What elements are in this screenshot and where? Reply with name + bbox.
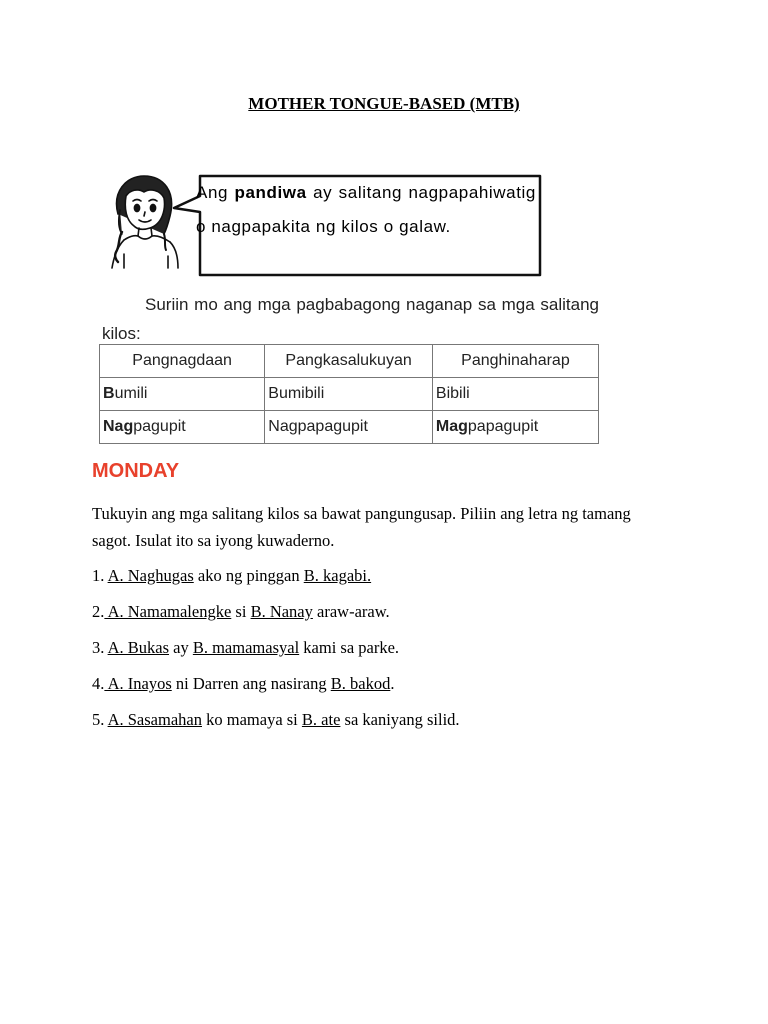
- verb-affix: Mag: [435, 418, 468, 435]
- verb-affix: Nag: [103, 418, 134, 435]
- verb-root: papagupit: [467, 418, 539, 435]
- verb-tense-table: [99, 344, 599, 444]
- definition-prefix: Ang: [196, 183, 235, 202]
- table-cell: [432, 378, 598, 411]
- page-title: MOTHER TONGUE-BASED (MTB): [248, 94, 520, 113]
- definition-keyword: pandiwa: [234, 183, 307, 202]
- choice-b: B. Nanay: [250, 602, 313, 621]
- definition-suffix: ay salitang nagpapahiwatig o nagpapakita ng kilos o galaw.: [196, 183, 536, 236]
- verb-root: Nagpapagupit: [268, 418, 368, 435]
- item-text: ni Darren ang nasirang: [171, 674, 331, 693]
- item-text: ko mamaya si: [202, 710, 302, 729]
- table-row: [100, 378, 599, 411]
- item-text-end: .: [390, 674, 395, 693]
- item-text: ako ng pinggan: [193, 566, 304, 585]
- table-header-row: [100, 345, 599, 378]
- table-row: [100, 411, 599, 444]
- question-item: [92, 564, 371, 588]
- table-cell: [100, 411, 265, 444]
- choice-a: A. Namamalengke: [104, 602, 232, 621]
- instructions: Tukuyin ang mga salitang kilos sa bawat pangungusap. Piliin ang letra ng tamang sagot. Isulat ito sa iyong kuwaderno.: [92, 504, 631, 550]
- column-header-past: Pangnagdaan: [100, 345, 265, 378]
- item-number: 4.: [92, 674, 105, 693]
- choice-b: B. mamamasyal: [192, 638, 300, 657]
- choice-a: A. Inayos: [104, 674, 172, 693]
- girl-illustration-icon: [104, 170, 188, 270]
- table-cell: [432, 411, 598, 444]
- column-header-present: Pangkasalukuyan: [265, 345, 433, 378]
- pandiwa-definition: [196, 176, 536, 244]
- table-intro: Suriin mo ang mga pagbabagong naganap sa mga salitang kilos:: [102, 295, 599, 343]
- question-item: [92, 600, 390, 624]
- item-text-end: kami sa parke.: [299, 638, 400, 657]
- item-text-end: araw-araw.: [312, 602, 390, 621]
- choice-b: B. bakod: [330, 674, 391, 693]
- day-heading: MONDAY: [92, 460, 180, 482]
- choice-b: B. kagabi.: [303, 566, 372, 585]
- choice-a: A. Naghugas: [107, 566, 194, 585]
- table-cell: [265, 378, 433, 411]
- item-text: si: [231, 602, 251, 621]
- item-number: 5.: [92, 710, 108, 729]
- item-text-end: sa kaniyang silid.: [340, 710, 460, 729]
- choice-a: A. Bukas: [107, 638, 170, 657]
- item-number: 1.: [92, 566, 108, 585]
- item-text: ay: [169, 638, 193, 657]
- verb-root: umili: [114, 385, 148, 402]
- verb-root: pagupit: [133, 418, 186, 435]
- choice-b: B. ate: [301, 710, 341, 729]
- choice-a: A. Sasamahan: [107, 710, 202, 729]
- table-cell: [100, 378, 265, 411]
- item-number: 2.: [92, 602, 105, 621]
- verb-affix: B: [103, 385, 115, 402]
- question-item: [92, 636, 399, 660]
- table-cell: [265, 411, 433, 444]
- question-item: [92, 672, 394, 696]
- item-number: 3.: [92, 638, 108, 657]
- verb-root: Bibili: [435, 385, 470, 402]
- question-item: [92, 708, 460, 732]
- verb-root: Bumibili: [268, 385, 325, 402]
- column-header-future: Panghinaharap: [432, 345, 598, 378]
